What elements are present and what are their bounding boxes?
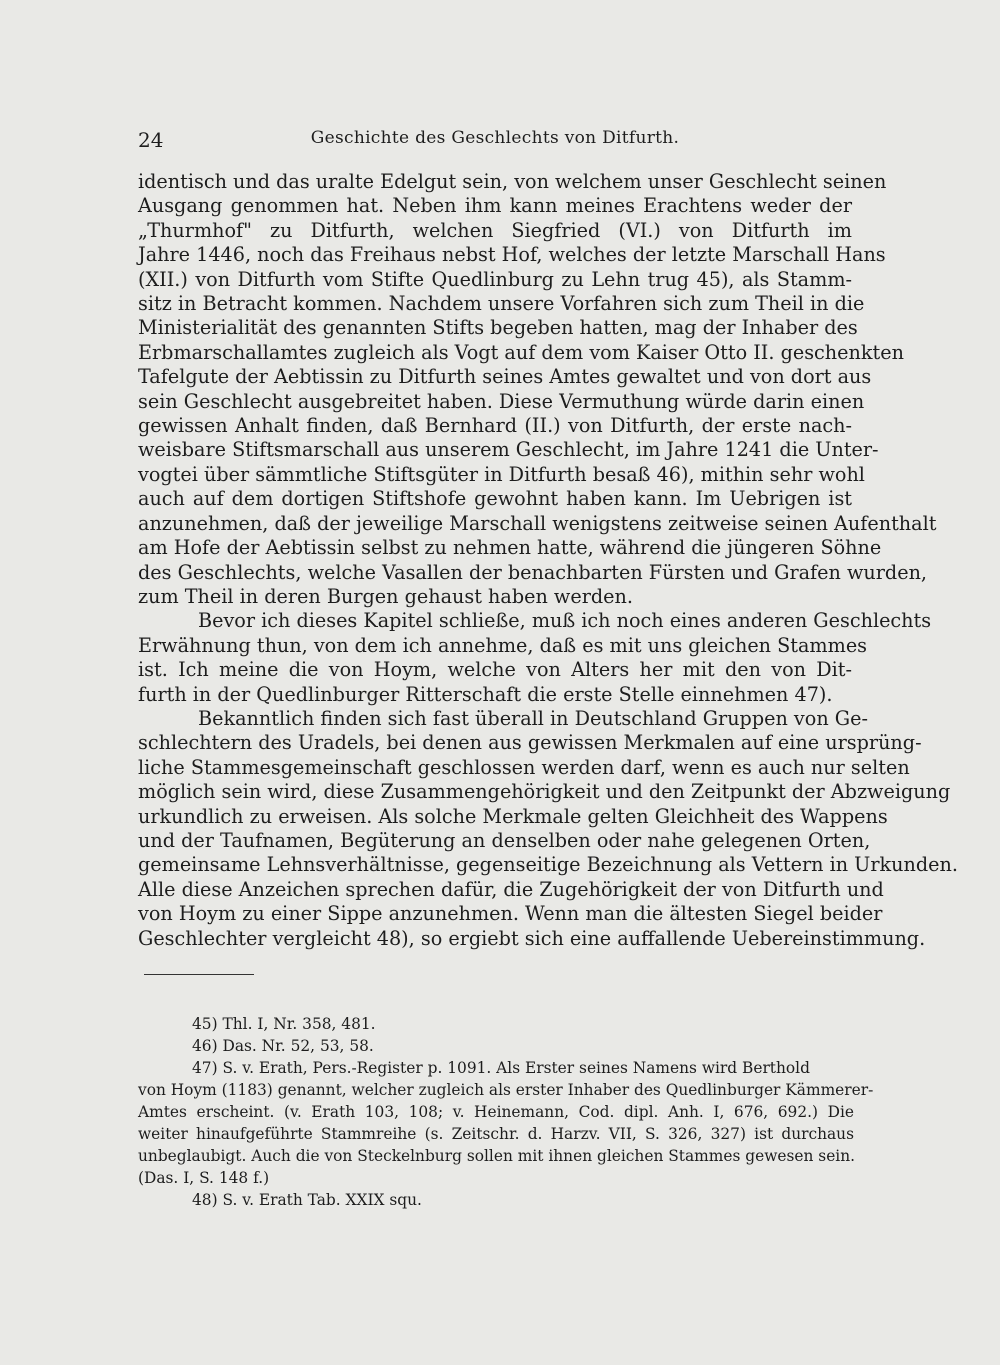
body-line: Erbmarschallamtes zugleich als Vogt auf dem vom Kaiser Otto II. geschenkten [138, 340, 904, 364]
body-line: Bekanntlich finden sich fast überall in Deutschland Gruppen von Ge- [198, 706, 868, 730]
footnote-line: Amtes erscheint. (v. Erath 103, 108; v. Heinemann, Cod. dipl. Anh. I, 676, 692.) Die [138, 1103, 854, 1121]
body-line: Bevor ich dieses Kapitel schließe, muß ich noch eines anderen Geschlechts [198, 609, 932, 633]
body-line: zum Theil in deren Burgen gehaust haben werden. [138, 584, 633, 608]
body-line: Tafelgute der Aebtissin zu Ditfurth seines Amtes gewaltet und von dort aus [138, 365, 872, 389]
footnote-line: weiter hinaufgeführte Stammreihe (s. Zeitschr. d. Harzv. VII, S. 326, 327) ist durchaus [138, 1125, 854, 1143]
body-line: liche Stammesgemeinschaft geschlossen werden darf, wenn es auch nur selten [138, 755, 910, 779]
body-line: möglich sein wird, diese Zusammengehörigkeit und den Zeitpunkt der Abzweigung [138, 780, 951, 804]
footnote-45: 45) Thl. I, Nr. 358, 481. [192, 1015, 376, 1033]
footnote-divider [144, 974, 254, 975]
body-line: Ausgang genommen hat. Neben ihm kann meines Erachtens weder der [138, 194, 852, 218]
body-line: „Thurmhof" zu Ditfurth, welchen Siegfried (VI.) von Ditfurth im [138, 218, 852, 242]
body-line: urkundlich zu erweisen. Als solche Merkmale gelten Gleichheit des Wappens [138, 804, 888, 828]
body-line: identisch und das uralte Edelgut sein, von welchem unser Geschlecht seinen [138, 170, 887, 193]
footnote-line: unbeglaubigt. Auch die von Steckelnburg sollen mit ihnen gleichen Stammes gewesen sein. [138, 1147, 856, 1165]
body-line: des Geschlechts, welche Vasallen der benachbarten Fürsten und Grafen wurden, [138, 560, 928, 584]
footnote-47: 47) S. v. Erath, Pers.-Register p. 1091. Als Erster seines Namens wird Berthold [192, 1059, 810, 1077]
body-line: Erwähnung thun, von dem ich annehme, daß es mit uns gleichen Stammes [138, 633, 868, 657]
body-line: von Hoym zu einer Sippe anzunehmen. Wenn man die ältesten Siegel beider [138, 902, 883, 926]
body-line: am Hofe der Aebtissin selbst zu nehmen hatte, während die jüngeren Söhne [138, 536, 882, 560]
body-line: weisbare Stiftsmarschall aus unserem Geschlecht, im Jahre 1241 die Unter- [138, 438, 879, 462]
body-line: gewissen Anhalt finden, daß Bernhard (II.) von Ditfurth, der erste nach- [138, 414, 852, 438]
page-number: 24 [138, 128, 164, 152]
body-line: anzunehmen, daß der jeweilige Marschall wenigstens zeitweise seinen Aufenthalt [138, 511, 937, 535]
body-line: (XII.) von Ditfurth vom Stifte Quedlinburg zu Lehn trug 45), als Stamm- [138, 267, 852, 291]
running-title: Geschichte des Geschlechts von Ditfurth. [310, 128, 680, 148]
body-line: sitz in Betracht kommen. Nachdem unsere Vorfahren sich zum Theil in die [138, 292, 865, 316]
body-line: Ministerialität des genannten Stifts begeben hatten, mag der Inhaber des [138, 316, 858, 340]
body-line: vogtei über sämmtliche Stiftsgüter in Ditfurth besaß 46), mithin sehr wohl [138, 462, 865, 486]
footnote-line: von Hoym (1183) genannt, welcher zugleich als erster Inhaber des Quedlinburger Kämmerer- [138, 1081, 874, 1099]
body-line: schlechtern des Uradels, bei denen aus gewissen Merkmalen auf eine ursprüng- [138, 731, 922, 755]
body-line: ist. Ich meine die von Hoym, welche von Alters her mit den von Dit- [138, 658, 852, 682]
body-line: Geschlechter vergleicht 48), so ergiebt sich eine auffallende Uebereinstimmung. [138, 926, 926, 950]
body-text [138, 170, 958, 951]
body-line: Alle diese Anzeichen sprechen dafür, die Zugehörigkeit der von Ditfurth und [138, 877, 884, 901]
body-line: sein Geschlecht ausgebreitet haben. Diese Vermuthung würde darin einen [138, 389, 865, 413]
body-line: und der Taufnamen, Begüterung an denselben oder nahe gelegenen Orten, [138, 828, 871, 852]
page-header [138, 128, 852, 158]
footnote-48: 48) S. v. Erath Tab. XXIX squ. [192, 1191, 422, 1209]
body-line: Jahre 1446, noch das Freihaus nebst Hof, welches der letzte Marschall Hans [138, 243, 886, 267]
body-line: auch auf dem dortigen Stiftshofe gewohnt haben kann. Im Uebrigen ist [138, 487, 852, 511]
footnote-46: 46) Das. Nr. 52, 53, 58. [192, 1037, 374, 1055]
footnotes [138, 1013, 874, 1211]
body-line: furth in der Quedlinburger Ritterschaft die erste Stelle einnehmen 47). [138, 682, 833, 706]
footnote-line: (Das. I, S. 148 f.) [138, 1169, 270, 1187]
body-line: gemeinsame Lehnsverhältnisse, gegenseitige Bezeichnung als Vettern in Urkunden. [138, 853, 958, 877]
